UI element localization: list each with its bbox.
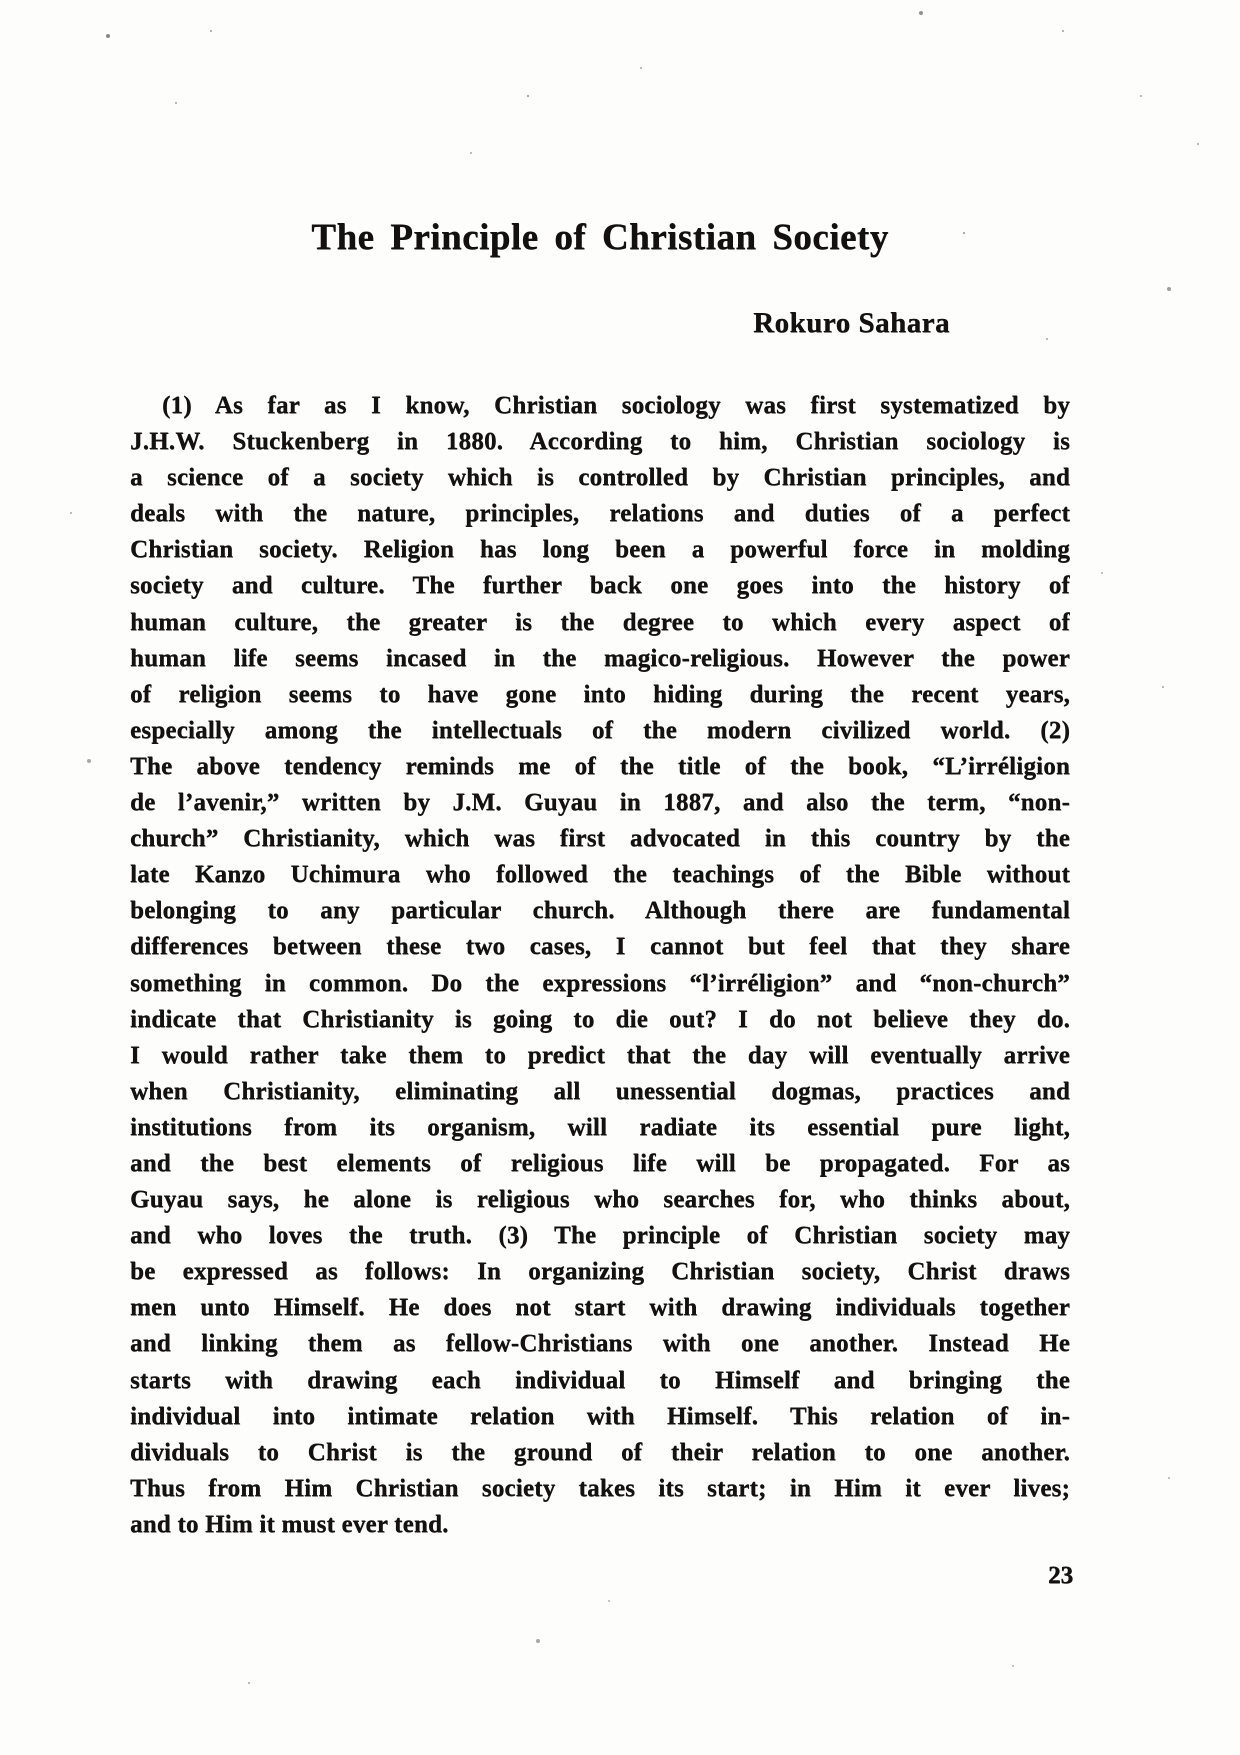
body-line: and who loves the truth. (3) The principle of Christian society may <box>130 1222 1070 1250</box>
body-line: church” Christianity, which was first advocated in this country by the <box>130 825 1070 853</box>
body-line: de l’avenir,” written by J.M. Guyau in 1887, and also the term, “non- <box>130 789 1070 817</box>
body-line: (1) As far as I know, Christian sociology was first systematized by <box>162 392 1070 419</box>
body-line: I would rather take them to predict that the day will eventually arrive <box>130 1041 1070 1069</box>
body-line: starts with drawing each individual to Himself and bringing the <box>130 1366 1070 1394</box>
body-line: late Kanzo Uchimura who followed the teachings of the Bible without <box>130 861 1070 889</box>
body-line: The above tendency reminds me of the title of the book, “L’irréligion <box>130 752 1070 780</box>
body-line: human life seems incased in the magico-religious. However the power <box>130 644 1070 672</box>
page-number: 23 <box>1048 1562 1073 1589</box>
body-line: when Christianity, eliminating all unessential dogmas, practices and <box>130 1077 1070 1105</box>
author-name: Rokuro Sahara <box>753 307 950 339</box>
body-line: human culture, the greater is the degree to which every aspect of <box>130 608 1070 636</box>
body-line: something in common. Do the expressions “l’irréligion” and “non-church” <box>130 969 1070 997</box>
body-line: of religion seems to have gone into hiding during the recent years, <box>130 680 1070 708</box>
body-line: deals with the nature, principles, relations and duties of a perfect <box>130 500 1070 528</box>
scan-noise-specks <box>0 0 2 2</box>
body-line: Christian society. Religion has long been a powerful force in molding <box>130 536 1070 564</box>
body-line: belonging to any particular church. Although there are fundamental <box>130 897 1070 925</box>
body-line: and to Him it must ever tend. <box>130 1510 449 1538</box>
body-line: J.H.W. Stuckenberg in 1880. According to him, Christian sociology is <box>130 428 1070 456</box>
body-line: be expressed as follows: In organizing Christian society, Christ draws <box>130 1258 1070 1286</box>
body-line: indicate that Christianity is going to die out? I do not believe they do. <box>130 1005 1070 1033</box>
body-line: men unto Himself. He does not start with drawing individuals together <box>130 1294 1070 1322</box>
body-line: Guyau says, he alone is religious who searches for, who thinks about, <box>130 1186 1070 1214</box>
text-column <box>130 0 1070 1543</box>
body-line: society and culture. The further back one goes into the history of <box>130 572 1070 600</box>
body-line: differences between these two cases, I cannot but feel that they share <box>130 933 1070 961</box>
body-line: Thus from Him Christian society takes its start; in Him it ever lives; <box>130 1474 1070 1502</box>
body-line: and the best elements of religious life will be propagated. For as <box>130 1149 1070 1177</box>
page-title: The Principle of Christian Society <box>311 217 889 258</box>
body-line: a science of a society which is controlled by Christian principles, and <box>130 464 1070 492</box>
body-paragraph <box>130 388 1070 1543</box>
body-line: and linking them as fellow-Christians with one another. Instead He <box>130 1330 1070 1358</box>
body-line: institutions from its organism, will radiate its essential pure light, <box>130 1113 1070 1141</box>
body-line: dividuals to Christ is the ground of their relation to one another. <box>130 1438 1070 1466</box>
body-line: especially among the intellectuals of the modern civilized world. (2) <box>130 716 1070 744</box>
body-line: individual into intimate relation with Himself. This relation of in- <box>130 1402 1070 1430</box>
